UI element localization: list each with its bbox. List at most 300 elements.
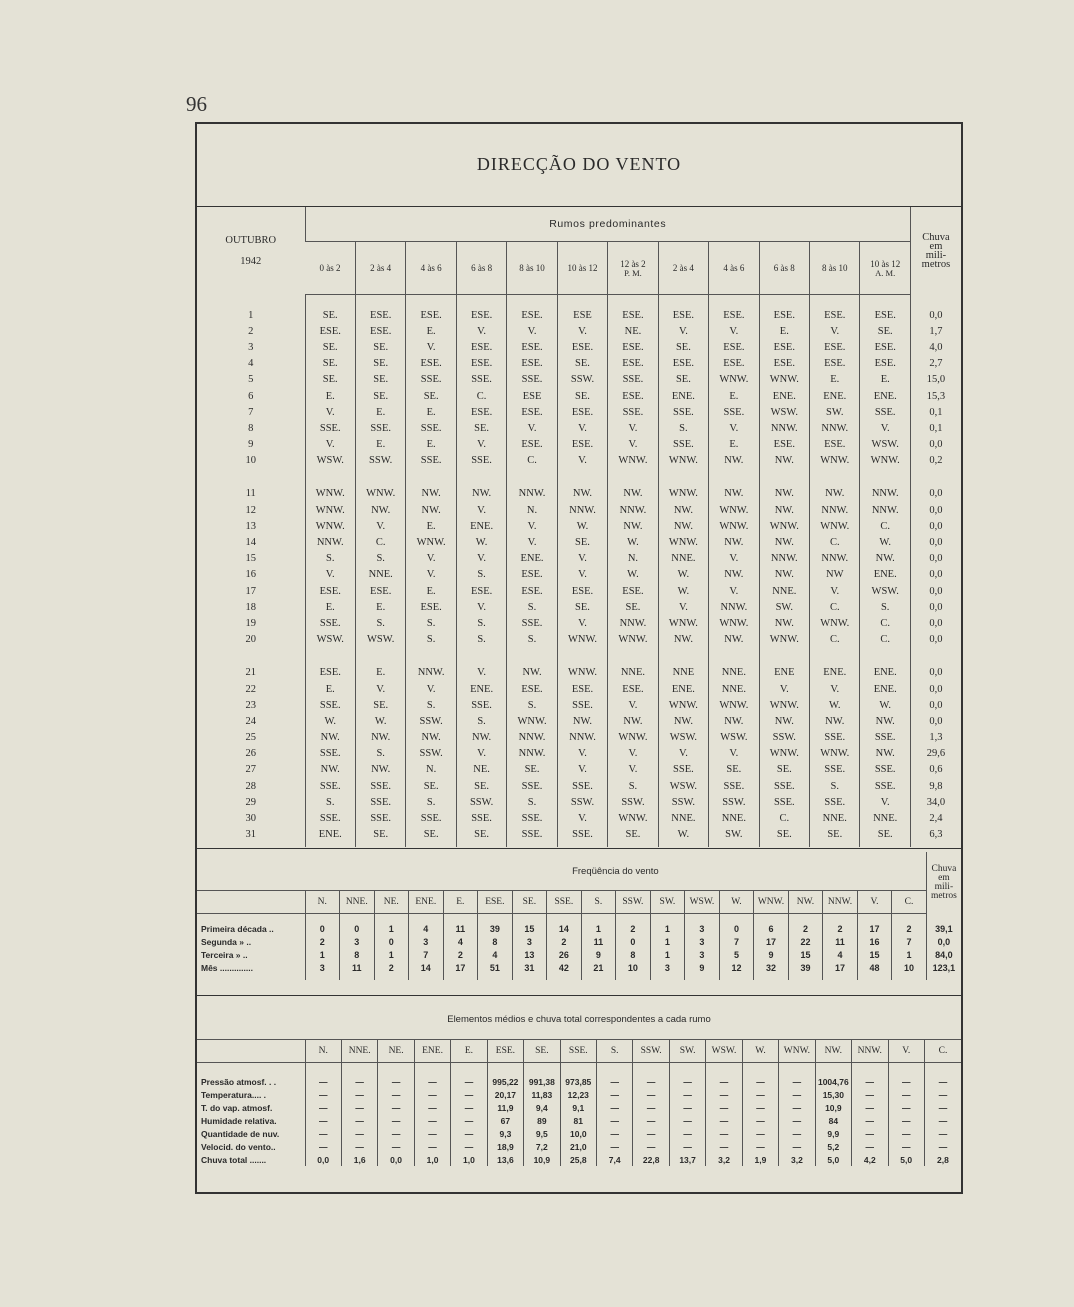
wind-cell: NNE. [810, 810, 860, 826]
spacer-cell [669, 1063, 705, 1076]
wind-cell: SSW. [406, 713, 456, 729]
wind-cell: C. [810, 632, 860, 648]
day-number: 16 [245, 569, 256, 581]
page-title: DIRECÇÃO DO VENTO [476, 154, 682, 174]
period-label: 12 às 2 [620, 258, 646, 269]
direction-header: N. [305, 891, 340, 914]
spacer-cell [409, 974, 444, 980]
element-cell: 1,9 [742, 1153, 778, 1166]
period-label: 4 às 6 [420, 263, 442, 273]
wind-cell: S. [305, 794, 355, 810]
direction-header: SE. [512, 891, 547, 914]
frequency-cell: 31 [512, 961, 547, 974]
frequency-cell: 17 [754, 935, 789, 948]
wind-cell: SSE. [305, 778, 355, 794]
spacer-cell [456, 295, 506, 308]
spacer-cell [355, 469, 405, 486]
element-cell: — [924, 1140, 961, 1153]
direction-header: NNE. [341, 1040, 377, 1063]
period-header [658, 242, 708, 295]
wind-cell: NNE. [709, 681, 759, 697]
wind-cell: WNW. [406, 534, 456, 550]
element-cell: — [888, 1101, 924, 1114]
period-header [507, 242, 557, 295]
period-header [456, 242, 506, 295]
element-cell: — [305, 1114, 341, 1127]
wind-cell: ENE. [456, 681, 506, 697]
element-cell: — [341, 1088, 377, 1101]
wind-cell: SSE. [810, 794, 860, 810]
wind-cell: ENE. [860, 567, 910, 583]
period-header [355, 242, 405, 295]
wind-cell: ESE. [507, 307, 557, 323]
wind-cell: V. [456, 323, 506, 339]
element-cell: — [378, 1101, 414, 1114]
spacer-cell [810, 843, 860, 847]
element-cell: — [779, 1140, 815, 1153]
wind-cell: V. [608, 762, 658, 778]
wind-cell: V. [709, 746, 759, 762]
element-cell: — [378, 1140, 414, 1153]
element-cell: — [779, 1114, 815, 1127]
day-number: 10 [245, 455, 256, 467]
spacer-cell [581, 914, 616, 923]
element-cell: — [924, 1101, 961, 1114]
spacer-cell [608, 843, 658, 847]
wind-frequency-table [197, 852, 961, 980]
element-cell: — [341, 1140, 377, 1153]
wind-cell: SE. [507, 762, 557, 778]
element-cell: — [779, 1088, 815, 1101]
wind-cell: E. [305, 681, 355, 697]
spacer-cell [406, 648, 456, 665]
spacer-cell [197, 843, 305, 847]
rain-value: 15,3 [910, 388, 961, 404]
element-cell: — [852, 1140, 888, 1153]
wind-cell: ENE. [507, 551, 557, 567]
spacer-cell [910, 469, 961, 486]
wind-cell: NW. [709, 567, 759, 583]
wind-cell: ENE. [305, 827, 355, 843]
spacer-cell [557, 295, 607, 308]
wind-cell: SSE. [507, 810, 557, 826]
wind-cell: ESE. [709, 356, 759, 372]
period-label: 8 às 10 [822, 263, 848, 273]
wind-cell: WNW. [810, 746, 860, 762]
direction-header: ENE. [414, 1040, 450, 1063]
frequency-cell: 3 [305, 961, 340, 974]
wind-cell: V. [507, 323, 557, 339]
frequency-row [197, 935, 961, 948]
wind-cell: ESE [507, 388, 557, 404]
wind-cell: SSE. [860, 778, 910, 794]
wind-cell: SE. [355, 372, 405, 388]
spacer-cell [779, 1063, 815, 1076]
frequency-cell: 0 [305, 922, 340, 935]
element-cell: — [451, 1127, 487, 1140]
wind-cell: SSE. [355, 420, 405, 436]
wind-cell: SE. [658, 372, 708, 388]
spacer-cell [815, 1063, 851, 1076]
period-header [860, 242, 910, 295]
frequency-cell: 39 [788, 961, 823, 974]
wind-cell: WNW. [658, 534, 708, 550]
element-cell: — [414, 1140, 450, 1153]
spacer-cell [443, 914, 478, 923]
wind-cell: SSE. [557, 827, 607, 843]
day-number: 18 [245, 601, 256, 613]
wind-cell: V. [456, 665, 506, 681]
frequency-cell: 1 [650, 948, 685, 961]
wind-cell: NW. [305, 762, 355, 778]
period-label: A. M. [875, 267, 896, 278]
day-number: 2 [248, 325, 254, 337]
wind-cell: WNW. [759, 518, 809, 534]
wind-cell: SW. [810, 404, 860, 420]
frequency-cell: 4 [823, 948, 858, 961]
spacer-cell [857, 974, 892, 980]
element-cell: — [633, 1114, 669, 1127]
wind-cell: ESE. [507, 339, 557, 355]
direction-header: WNW. [779, 1040, 815, 1063]
day-row [197, 502, 961, 518]
element-cell: — [669, 1101, 705, 1114]
wind-cell: E. [406, 323, 456, 339]
wind-cell: ESE. [759, 356, 809, 372]
wind-cell: V. [557, 453, 607, 469]
frequency-cell: 3 [685, 935, 720, 948]
wind-cell: SE. [557, 356, 607, 372]
element-cell: 7,4 [597, 1153, 633, 1166]
frequency-cell: 1 [305, 948, 340, 961]
wind-cell: C. [860, 632, 910, 648]
day-number: 15 [245, 553, 256, 565]
frequency-cell: 14 [547, 922, 582, 935]
element-cell: 10,0 [560, 1127, 596, 1140]
wind-cell: SSE. [507, 827, 557, 843]
row-label: Primeira década .. [201, 923, 274, 934]
spacer-cell [616, 914, 651, 923]
spacer-cell [581, 974, 616, 980]
frequency-row [197, 961, 961, 974]
period-header [810, 242, 860, 295]
wind-cell: ESE [557, 307, 607, 323]
wind-cell: V. [456, 551, 506, 567]
element-cell: — [706, 1088, 742, 1101]
spacer-cell [650, 914, 685, 923]
frequency-cell: 15 [788, 948, 823, 961]
spacer-cell [305, 974, 340, 980]
wind-cell: SSW. [709, 794, 759, 810]
day-row [197, 746, 961, 762]
spacer-cell [355, 295, 405, 308]
rain-value: 0,0 [910, 534, 961, 550]
wind-cell: NW. [709, 713, 759, 729]
element-cell: — [597, 1101, 633, 1114]
rain-value: 29,6 [910, 746, 961, 762]
direction-header: SE. [524, 1040, 560, 1063]
element-cell: — [888, 1140, 924, 1153]
element-cell: 11,83 [524, 1088, 560, 1101]
direction-header: NE. [374, 891, 409, 914]
wind-cell: W. [810, 697, 860, 713]
wind-cell: NNW. [608, 502, 658, 518]
wind-cell: NW. [658, 632, 708, 648]
direction-header: NNE. [340, 891, 375, 914]
period-label: 6 às 8 [471, 263, 493, 273]
direction-header: SSW. [633, 1040, 669, 1063]
wind-cell: SE. [305, 356, 355, 372]
wind-cell: NNW. [709, 599, 759, 615]
element-cell: — [742, 1140, 778, 1153]
element-cell: 25,8 [560, 1153, 596, 1166]
wind-cell: WNW. [759, 632, 809, 648]
wind-cell: WNW. [709, 502, 759, 518]
direction-header: SSE. [560, 1040, 596, 1063]
frequency-cell: 6 [754, 922, 789, 935]
frequency-row [197, 922, 961, 935]
wind-cell: NW. [810, 713, 860, 729]
wind-cell: ESE. [355, 323, 405, 339]
day-number: 31 [245, 829, 256, 841]
wind-cell: NW. [658, 502, 708, 518]
wind-cell: W. [456, 534, 506, 550]
wind-cell: W. [305, 713, 355, 729]
wind-cell: ESE. [810, 339, 860, 355]
spacer-cell [860, 648, 910, 665]
wind-cell: ESE. [557, 681, 607, 697]
wind-cell: SSW. [608, 794, 658, 810]
element-cell: — [706, 1127, 742, 1140]
rain-value: 0,1 [910, 420, 961, 436]
frequency-cell: 0 [340, 922, 375, 935]
spacer-cell [451, 1063, 487, 1076]
element-cell: — [451, 1101, 487, 1114]
wind-cell: NW. [406, 502, 456, 518]
wind-cell: NNE. [608, 665, 658, 681]
day-row [197, 681, 961, 697]
wind-cell: S. [406, 697, 456, 713]
frequency-cell: 9 [685, 961, 720, 974]
rain-value: 0,0 [910, 615, 961, 631]
spacer-cell [860, 843, 910, 847]
wind-cell: WNW. [557, 665, 607, 681]
spacer-cell [507, 295, 557, 308]
frequency-cell: 2 [305, 935, 340, 948]
element-cell: 0,0 [305, 1153, 341, 1166]
spacer-cell [810, 295, 860, 308]
frequency-cell: 42 [547, 961, 582, 974]
direction-header: SW. [650, 891, 685, 914]
wind-cell: ENE. [456, 518, 506, 534]
direction-header: NNW. [823, 891, 858, 914]
wind-cell: SSE. [456, 372, 506, 388]
wind-cell: SE. [406, 388, 456, 404]
element-cell: 67 [487, 1114, 523, 1127]
spacer-cell [810, 469, 860, 486]
wind-cell: V. [305, 437, 355, 453]
wind-cell: V. [608, 746, 658, 762]
wind-cell: SSE. [507, 778, 557, 794]
element-cell: — [305, 1075, 341, 1088]
wind-cell: SSE. [810, 730, 860, 746]
direction-header: WSW. [706, 1040, 742, 1063]
element-cell: — [378, 1088, 414, 1101]
rain-value: 0,0 [910, 632, 961, 648]
frequency-cell: 0 [719, 922, 754, 935]
element-cell: 84 [815, 1114, 851, 1127]
rain-value: 0,6 [910, 762, 961, 778]
spacer-cell [512, 914, 547, 923]
rain-value: 39,1 [926, 922, 961, 935]
wind-cell: W. [860, 534, 910, 550]
frequency-cell: 2 [823, 922, 858, 935]
element-cell: — [633, 1101, 669, 1114]
wind-cell: NW. [355, 730, 405, 746]
spacer-cell [788, 974, 823, 980]
day-row [197, 356, 961, 372]
wind-cell: V. [557, 551, 607, 567]
year: 1942 [240, 255, 262, 267]
spacer-cell [478, 914, 513, 923]
element-cell: — [924, 1127, 961, 1140]
frequency-cell: 9 [754, 948, 789, 961]
day-number: 20 [245, 634, 256, 646]
day-number: 23 [245, 699, 256, 711]
frequency-cell: 1 [374, 922, 409, 935]
spacer-cell [340, 974, 375, 980]
wind-cell: NNW. [860, 486, 910, 502]
wind-cell: S. [860, 599, 910, 615]
wind-cell: SE. [305, 307, 355, 323]
wind-cell: WNW. [608, 632, 658, 648]
wind-cell: NW. [759, 713, 809, 729]
wind-cell: SE. [355, 388, 405, 404]
day-number: 27 [245, 764, 256, 776]
wind-cell: SE. [456, 420, 506, 436]
wind-cell: ESE. [810, 356, 860, 372]
wind-cell: WNW. [355, 486, 405, 502]
wind-cell: SE. [305, 339, 355, 355]
rain-value: 34,0 [910, 794, 961, 810]
element-cell: 3,2 [779, 1153, 815, 1166]
wind-cell: WNW. [658, 697, 708, 713]
element-cell: — [742, 1114, 778, 1127]
spacer-cell [406, 469, 456, 486]
day-row [197, 615, 961, 631]
wind-cell: SE. [406, 827, 456, 843]
day-row [197, 534, 961, 550]
frequency-cell: 0 [616, 935, 651, 948]
wind-cell: ESE. [557, 437, 607, 453]
element-cell: — [597, 1127, 633, 1140]
wind-cell: SSE. [305, 810, 355, 826]
element-cell: — [451, 1075, 487, 1088]
wind-cell: ESE. [305, 583, 355, 599]
wind-cell: NW. [709, 486, 759, 502]
frequency-cell: 11 [823, 935, 858, 948]
spacer-cell [406, 295, 456, 308]
wind-cell: ESE. [355, 583, 405, 599]
wind-cell: WSW. [305, 632, 355, 648]
direction-header: ESE. [478, 891, 513, 914]
element-cell: — [742, 1075, 778, 1088]
spacer-cell [658, 469, 708, 486]
wind-cell: SSE. [557, 697, 607, 713]
wind-cell: SSW. [658, 794, 708, 810]
spacer-cell [759, 648, 809, 665]
period-label: 10 às 12 [567, 263, 598, 273]
wind-cell: WNW. [305, 502, 355, 518]
element-cell: 9,1 [560, 1101, 596, 1114]
spacer-cell [706, 1063, 742, 1076]
spacer-cell [608, 295, 658, 308]
rain-value: 2,7 [910, 356, 961, 372]
rain-value: 0,0 [910, 567, 961, 583]
day-row [197, 632, 961, 648]
day-number: 17 [245, 585, 256, 597]
wind-cell: ESE. [608, 356, 658, 372]
rain-value: 0,0 [910, 437, 961, 453]
period-label: 2 às 4 [370, 263, 392, 273]
wind-cell: ESE. [456, 583, 506, 599]
wind-cell: NW. [608, 518, 658, 534]
element-cell: 89 [524, 1114, 560, 1127]
wind-cell: ESE. [507, 437, 557, 453]
wind-cell: E. [759, 323, 809, 339]
element-cell: — [597, 1140, 633, 1153]
wind-cell: NNW. [507, 486, 557, 502]
wind-cell: S. [456, 567, 506, 583]
spacer-cell [685, 974, 720, 980]
spacer-cell [557, 648, 607, 665]
spacer-cell [547, 974, 582, 980]
wind-cell: SE. [759, 762, 809, 778]
wind-cell: SSE. [406, 420, 456, 436]
rain-value: 1,7 [910, 323, 961, 339]
wind-cell: W. [658, 827, 708, 843]
wind-cell: NNE [658, 665, 708, 681]
direction-header: E. [443, 891, 478, 914]
spacer-cell [888, 1063, 924, 1076]
wind-cell: V. [557, 323, 607, 339]
direction-header: ENE. [409, 891, 444, 914]
wind-cell: NW. [456, 486, 506, 502]
wind-cell: ESE. [456, 356, 506, 372]
frequency-title: Freqüência do vento [572, 865, 659, 877]
wind-cell: WNW. [507, 713, 557, 729]
frequency-cell: 15 [857, 948, 892, 961]
wind-cell: NW. [658, 518, 708, 534]
rain-value: 0,0 [910, 599, 961, 615]
wind-cell: WSW. [658, 778, 708, 794]
day-row [197, 486, 961, 502]
wind-cell: ESE. [658, 307, 708, 323]
wind-cell: SSE. [406, 372, 456, 388]
wind-cell: ESE. [608, 681, 658, 697]
element-cell: — [706, 1075, 742, 1088]
wind-cell: V. [406, 567, 456, 583]
spacer-cell [924, 1063, 961, 1076]
wind-cell: NNE. [709, 810, 759, 826]
wind-cell: WSW. [860, 583, 910, 599]
spacer-cell [823, 974, 858, 980]
day-row [197, 697, 961, 713]
frequency-cell: 11 [581, 935, 616, 948]
spacer-cell [788, 914, 823, 923]
wind-cell: WNW. [658, 453, 708, 469]
wind-cell: SSE. [860, 762, 910, 778]
